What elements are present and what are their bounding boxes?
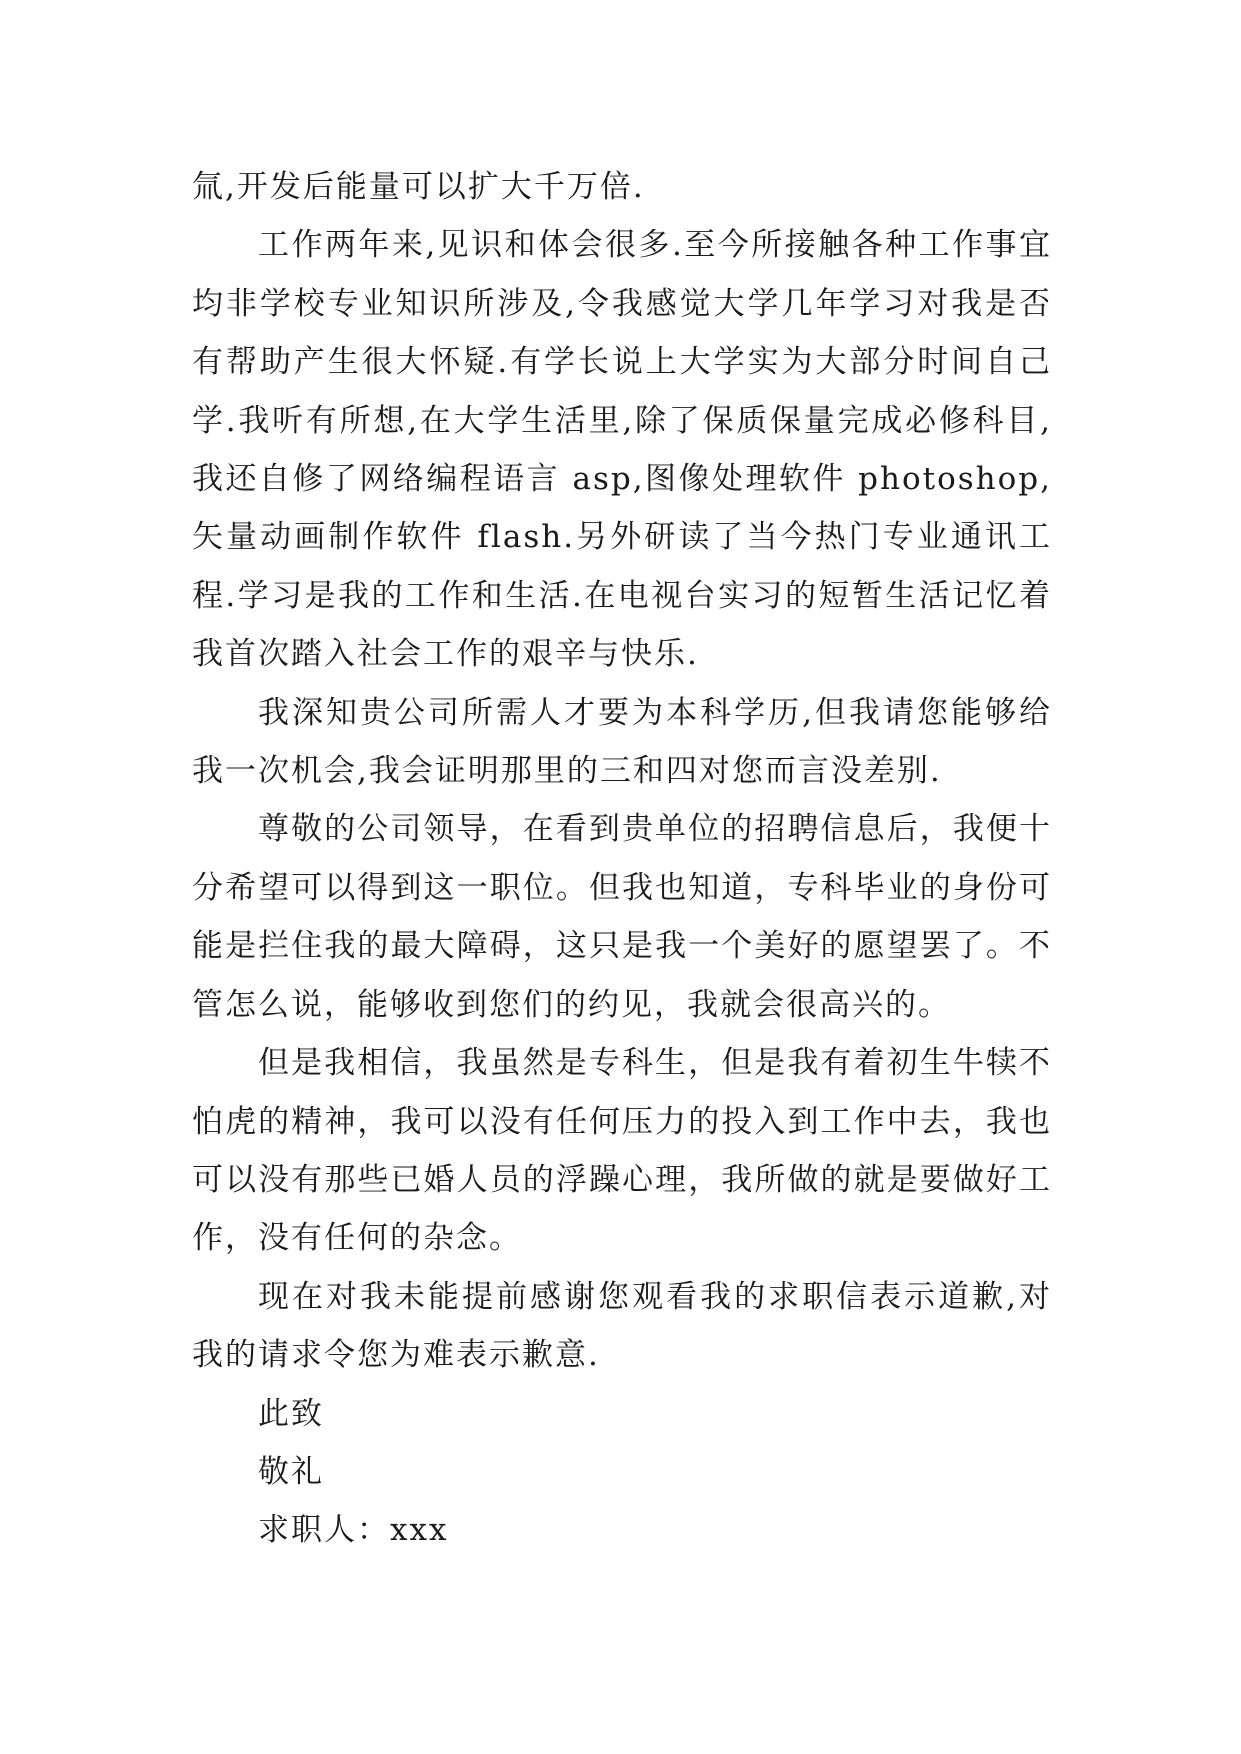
paragraph-request-chance: 我深知贵公司所需人才要为本科学历,但我请您能够给我一次机会,我会证明那里的三和四对您而言没差别. [192, 694, 1052, 790]
closing-regards: 敬礼 [258, 1453, 324, 1490]
closing-salutation: 此致 [258, 1395, 324, 1432]
closing-signature: 求职人：xxx [258, 1512, 449, 1549]
letter-body [192, 158, 1052, 1560]
paragraph-apology: 现在对我未能提前感谢您观看我的求职信表示道歉,对我的请求令您为难表示歉意. [192, 1278, 1052, 1374]
paragraph-work-experience: 工作两年来,见识和体会很多.至今所接触各种工作事宜均非学校专业知识所涉及,令我感觉大学几年学习对我是否有帮助产生很大怀疑.有学长说上大学实为大部分时间自己学.我听有所想,在大学生活里,除了保质保量完成必修科目,我还自修了网络编程语言 asp,图像处理软件 photoshop,矢量动画制作软件 flash.另外研读了当今热门专业通讯工程.学习是我的工作和生活.在电视台实习的短暂生活记忆着我首次踏入社会工作的艰辛与快乐. [192, 227, 1052, 673]
paragraph-continuation: 氚,开发后能量可以扩大千万倍. [192, 169, 645, 205]
paragraph-confidence: 但是我相信，我虽然是专科生，但是我有着初生牛犊不怕虎的精神，我可以没有任何压力的投入到工作中去，我也可以没有那些已婚人员的浮躁心理，我所做的就是要做好工作，没有任何的杂念。 [192, 1045, 1052, 1257]
paragraph-hope-position: 尊敬的公司领导，在看到贵单位的招聘信息后，我便十分希望可以得到这一职位。但我也知道，专科毕业的身份可能是拦住我的最大障碍，这只是我一个美好的愿望罢了。不管怎么说，能够收到您们的约见，我就会很高兴的。 [192, 811, 1052, 1023]
